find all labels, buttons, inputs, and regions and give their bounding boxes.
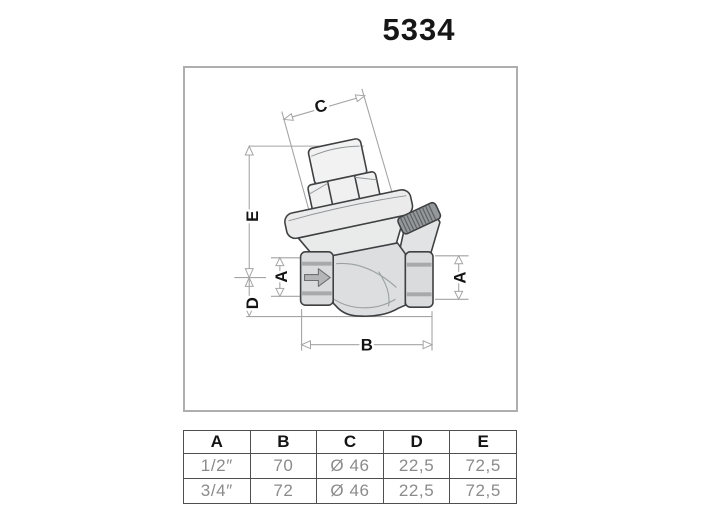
arrow-down-icon	[276, 288, 284, 296]
product-code-title: 5334	[382, 12, 456, 47]
arrow-down-icon	[455, 291, 463, 299]
table-cell-e: 72,5	[450, 454, 517, 479]
table-cell-size: 3/4″	[184, 479, 251, 504]
table-row	[184, 479, 517, 504]
arrow-right-icon	[423, 341, 432, 349]
arrow-up-icon	[455, 256, 463, 264]
arrow-left-icon	[302, 341, 311, 349]
outlet-port	[405, 252, 433, 307]
table-cell-d: 22,5	[383, 454, 450, 479]
arrow-diagonal-left-icon	[284, 114, 293, 121]
table-header-e: E	[450, 431, 517, 454]
table-cell-b: 70	[250, 454, 317, 479]
dim-label-d: D	[243, 297, 263, 310]
table-cell-e: 72,5	[450, 479, 517, 504]
inlet-hex-edge-bottom	[302, 291, 332, 295]
outlet-hex-edge-bottom	[407, 292, 432, 296]
table-cell-c: Ø 46	[317, 479, 384, 504]
valve-technical-drawing	[185, 68, 516, 410]
outlet-hex-edge-top	[407, 263, 432, 267]
diagram-panel	[183, 66, 518, 412]
dim-label-c: C	[312, 95, 330, 118]
valve-illustration	[271, 130, 442, 316]
arrow-diagonal-right-icon	[355, 95, 364, 102]
inlet-hex-edge-top	[302, 262, 332, 266]
table-cell-b: 72	[250, 479, 317, 504]
table-header-a: A	[184, 431, 251, 454]
table-header-c: C	[317, 431, 384, 454]
dimensions-table	[183, 430, 517, 504]
table-cell-size: 1/2″	[184, 454, 251, 479]
dim-label-a-right: A	[450, 271, 470, 284]
table-header-row	[184, 431, 517, 454]
table-header-d: D	[383, 431, 450, 454]
table-row	[184, 454, 517, 479]
table-header-b: B	[250, 431, 317, 454]
arrow-up-icon	[276, 258, 284, 266]
dim-label-e: E	[243, 210, 263, 222]
arrow-down-icon	[245, 269, 253, 278]
table-cell-d: 22,5	[383, 479, 450, 504]
dim-label-b: B	[360, 335, 373, 355]
dim-label-a-left: A	[271, 270, 291, 283]
table-cell-c: Ø 46	[317, 454, 384, 479]
arrow-up-icon	[245, 146, 253, 155]
